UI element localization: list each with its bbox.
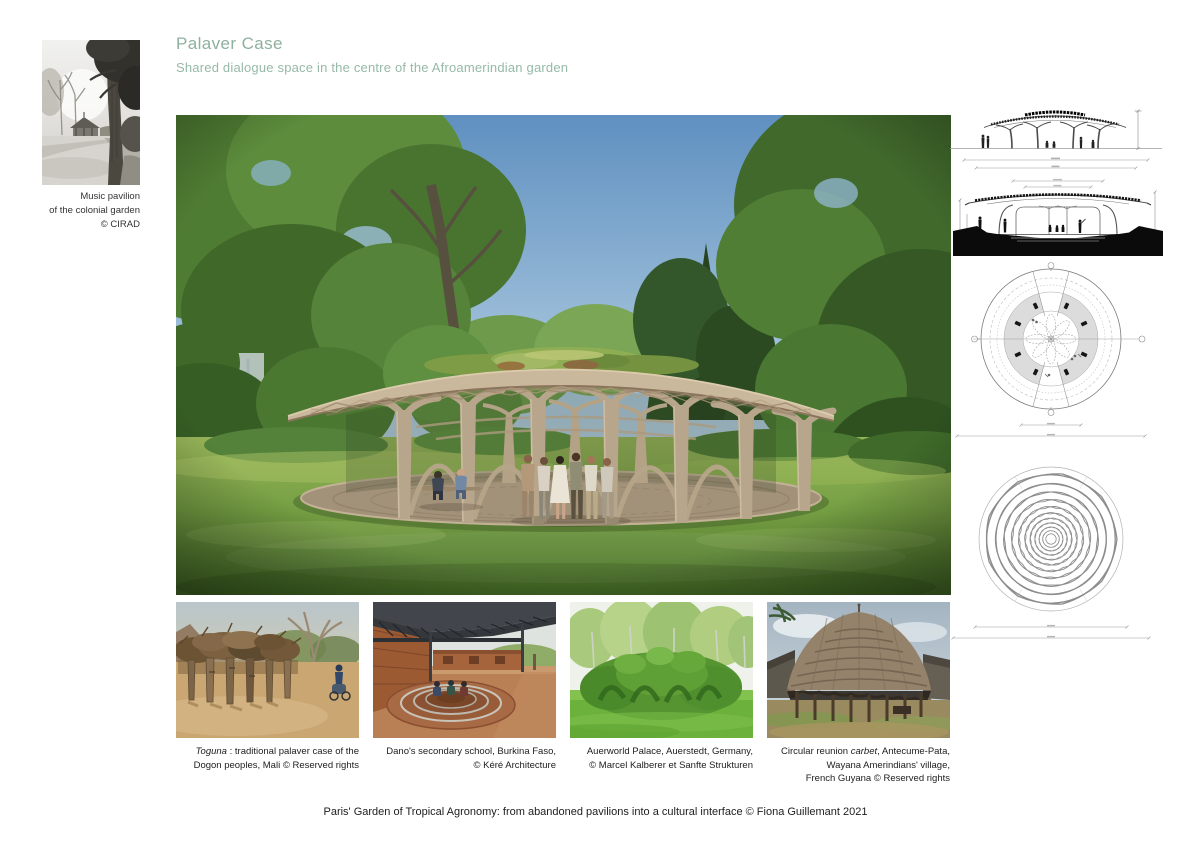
reference-photo-auerworld-palace (570, 602, 753, 738)
main-render-pavilion (176, 115, 951, 595)
archive-photo-music-pavilion (42, 40, 140, 185)
page-subtitle: Shared dialogue space in the centre of the Afroamerindian garden (176, 60, 569, 75)
caption-toguna: Toguna : traditional palaver case of the Dogon peoples, Mali © Reserved rights (193, 746, 359, 771)
reference-photo-carbet (767, 602, 950, 738)
archive-photo-caption: Music pavilion of the colonial garden © CIRAD (49, 191, 140, 230)
drawing-section (953, 176, 1163, 260)
reference-photo-dano-school (373, 602, 556, 738)
caption-auerworld: Auerworld Palace, Auerstedt, Germany, © Marcel Kalberer et Sanfte Strukturen (586, 746, 753, 771)
drawing-roof-plan (945, 455, 1160, 647)
caption-carbet: Circular reunion carbet, Antecume-Pata, Wayana Amerindians' village, French Guyana © Reserved rights (781, 746, 950, 784)
reference-photo-toguna (176, 602, 359, 738)
roof-lattice-pattern (987, 474, 1117, 604)
drawing-elevation (950, 103, 1165, 175)
footer-credit: Paris' Garden of Tropical Agronomy: from abandoned pavilions into a cultural interface © Fiona Guillemant 2021 (323, 806, 868, 818)
caption-dano-school: Dano's secondary school, Burkina Faso, © Kéré Architecture (386, 746, 556, 771)
page-title: Palaver Case (176, 34, 283, 53)
seated-figures (433, 680, 468, 696)
drawing-floor-plan (945, 262, 1160, 452)
